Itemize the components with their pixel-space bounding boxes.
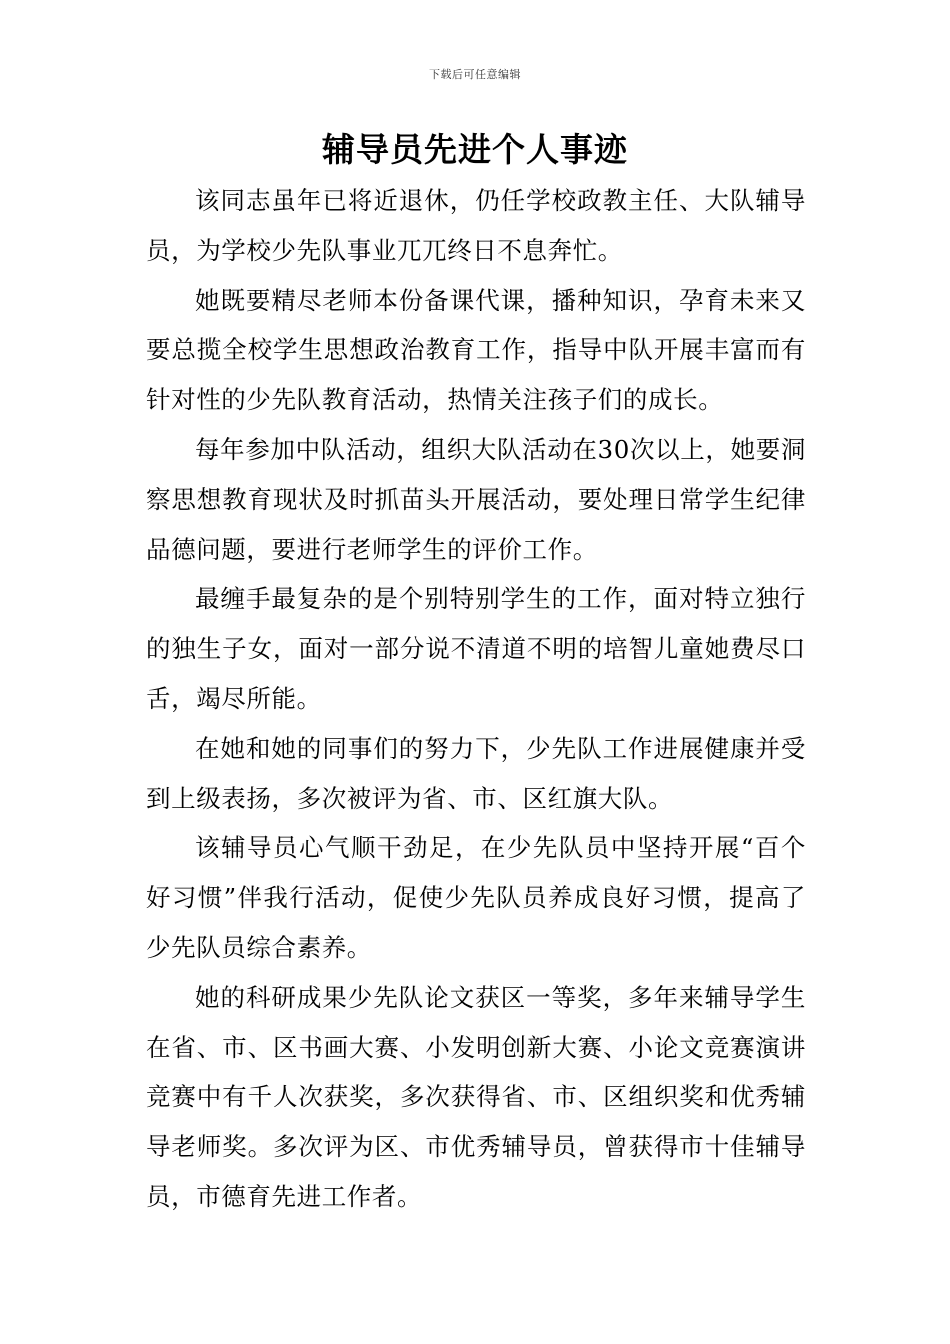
paragraph: 该辅导员心气顺干劲足，在少先队员中坚持开展“百个好习惯”伴我行活动，促使少先队员养成良好习惯，提高了少先队员综合素养。 [146,833,806,962]
page-title: 辅导员先进个人事迹 [322,130,628,169]
paragraph: 她的科研成果少先队论文获区一等奖，多年来辅导学生在省、市、区书画大赛、小发明创新大赛、小论文竞赛演讲竞赛中有千人次获奖，多次获得省、市、区组织奖和优秀辅导老师奖。多次评为区、市优秀辅导员，曾获得市十佳辅导员，市德育先进工作者。 [146,982,806,1211]
header-note: 下载后可任意编辑 [429,68,521,81]
paragraph: 在她和她的同事们的努力下，少先队工作进展健康并受到上级表扬，多次被评为省、市、区红旗大队。 [146,733,806,813]
paragraph: 最缠手最复杂的是个别特别学生的工作，面对特立独行的独生子女，面对一部分说不清道不明的培智儿童她费尽口舌，竭尽所能。 [146,584,806,713]
paragraph: 每年参加中队活动，组织大队活动在30次以上，她要洞察思想教育现状及时抓苗头开展活动，要处理日常学生纪律品德问题，要进行老师学生的评价工作。 [146,434,806,564]
document-body [146,176,806,1222]
paragraph: 她既要精尽老师本份备课代课，播种知识，孕育未来又要总揽全校学生思想政治教育工作，指导中队开展丰富而有针对性的少先队教育活动，热情关注孩子们的成长。 [146,285,806,415]
paragraph: 该同志虽年已将近退休，仍任学校政教主任、大队辅导员，为学校少先队事业兀兀终日不息奔忙。 [146,186,806,265]
